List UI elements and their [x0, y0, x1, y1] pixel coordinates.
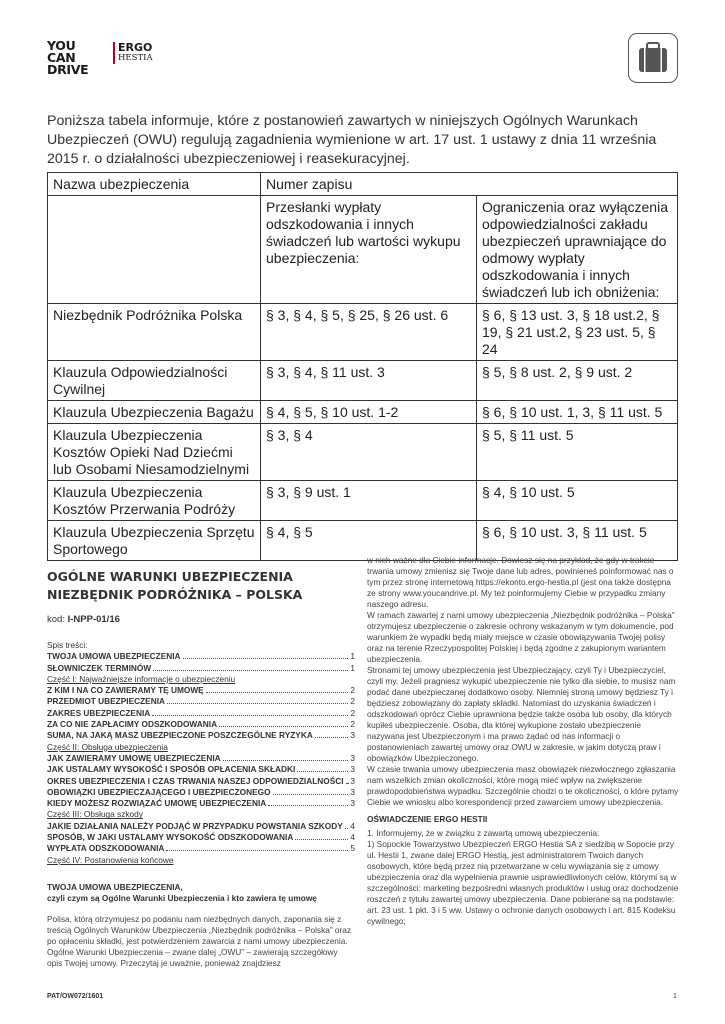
toc-entry-label: TWOJA UMOWA UBEZPIECZENIA — [47, 651, 181, 662]
toc-entry — [47, 764, 355, 775]
row-exclusions: § 5, § 11 ust. 5 — [477, 424, 678, 481]
code-label: kod: — [47, 614, 68, 625]
row-exclusions: § 6, § 10 ust. 3, § 11 ust. 5 — [477, 521, 678, 561]
toc-entry-page: 1 — [350, 651, 355, 662]
row-conditions: § 3, § 4, § 5, § 25, § 26 ust. 6 — [261, 304, 477, 361]
toc-entry-page: 5 — [350, 843, 355, 854]
toc-entry-page: 3 — [350, 752, 355, 763]
row-exclusions: § 6, § 10 ust. 1, 3, § 11 ust. 5 — [477, 401, 678, 424]
paragraph: Stronami tej umowy ubezpieczenia jest Ubezpieczający, czyli Ty i Ubezpieczyciel, czyli my. Jeżeli pragniesz wykupić ubezpieczenie nie tylko dla siebie, to musisz nam podać dane ubezpieczanej dodatkowo osoby. Niemniej stroną umowy będziesz Ty i będziesz zobowiązany do zapłaty składki. Natomiast do uzyskania świadczeń i odszkodowań oprócz Ciebie uprawniona będzie także osoba lub osoby, dla których kupiłeś ubezpieczenie. Osoba, dla której wykupione zostało ubezpieczenie nazywana jest Ubezpieczonym i ma prawo żądać od nas informacji o postanowieniach zawartej umowy oraz OWU w zakresie, w jakim dotyczą praw i obowiązków Ubezpieczonego. — [367, 665, 676, 763]
toc-chapter: Część II: Obsługa ubezpieczenia — [47, 741, 168, 752]
toc-entry — [47, 787, 355, 798]
toc-chapter: Część IV: Postanowienia końcowe — [47, 854, 174, 865]
toc-leader-dots — [223, 753, 349, 761]
toc-entry — [47, 719, 355, 730]
toc-leader-dots — [297, 764, 348, 772]
footer-code: PAT/OW072/1601 — [47, 993, 104, 1000]
empty-cell — [48, 196, 261, 304]
toc-leader-dots — [167, 696, 348, 704]
toc-entry — [47, 798, 355, 809]
toc-entry-page: 3 — [350, 764, 355, 775]
paragraph: W ramach zawartej z nami umowy ubezpieczenia „Niezbędnik podróżnika – Polska” otrzymujesz ubezpieczenie o zakresie ochrony wskazanym w tym dokumencie, pod warunkiem że wypadki będą miały miejsce w czasie obowiązywania Twojej polisy oraz na terenie Rzeczypospolitej Polskiej i będą zgodne z zakupionym wariantem ubezpieczenia. — [367, 610, 675, 664]
table-row — [48, 481, 678, 521]
toc-entry-page: 3 — [350, 798, 355, 809]
toc-entry-page: 3 — [350, 730, 355, 741]
toc-list — [47, 651, 355, 866]
luggage-icon — [628, 33, 678, 83]
toc-entry-page: 4 — [350, 832, 355, 843]
toc-entry-label: JAKIE DZIAŁANIA NALEŻY PODJĄĆ W PRZYPADKU POWSTANIA SZKODY — [47, 820, 343, 831]
toc-leader-dots — [268, 798, 348, 806]
document-code — [47, 614, 355, 625]
toc-entry-page: 4 — [350, 820, 355, 831]
toc-entry-label: SŁOWNICZEK TERMINÓW — [47, 662, 152, 673]
row-name: Klauzula Ubezpieczenia Kosztów Opieki Nad Dziećmi lub Osobami Niesamodzielnymi — [48, 424, 261, 481]
row-conditions: § 4, § 5 — [261, 521, 477, 561]
logo-drive: DRIVE — [47, 62, 89, 77]
section-title: TWOJA UMOWA UBEZPIECZENIA, — [47, 881, 183, 892]
toc-entry — [47, 832, 355, 843]
logo-can: CAN — [47, 50, 76, 65]
logo-hestia: HESTIA — [118, 53, 153, 63]
toc-leader-dots — [295, 832, 348, 840]
paragraph: Polisa, którą otrzymujesz po podaniu nam niezbędnych danych, zaponania się z treścią Ogólnych Warunków Ubezpieczenia „Niezbędnik podróżnika – Polska” oraz po opłaceniu składki, jest potwierdzeniem zawarcia z nami umowy ubezpieczenia. — [47, 913, 352, 946]
toc-entry — [47, 821, 355, 832]
toc-entry-label: WYPŁATA ODSZKODOWANIA — [47, 843, 165, 854]
owu-reference-table — [47, 172, 678, 561]
toc-entry-label: SUMA, NA JAKĄ MASZ UBEZPIECZONE POSZCZEGÓLNE RYZYKA — [47, 730, 313, 741]
row-conditions: § 3, § 9 ust. 1 — [261, 481, 477, 521]
paragraph: Ogólne Warunki Ubezpieczenia – zwane dalej „OWU” – zawierają szczegółowy opis Twojej umowy. Przeczytaj je uważnie, ponieważ znajdziesz — [47, 946, 338, 968]
toc-entry-label: KIEDY MOŻESZ ROZWIĄZAĆ UMOWĘ UBEZPIECZENIA — [47, 798, 267, 809]
toc-entry-label: OKRES UBEZPIECZENIA I CZAS TRWANIA NASZEJ ODPOWIEDZIALNOŚCI — [47, 775, 344, 786]
toc-entry-page: 3 — [350, 775, 355, 786]
paragraph: 1. Informujemy, że w związku z zawartą umową ubezpieczenia: — [367, 828, 600, 838]
toc-chapter: Część III: Obsługa szkody — [47, 809, 143, 820]
row-conditions: § 3, § 4, § 11 ust. 3 — [261, 361, 477, 401]
toc-entry-page: 2 — [350, 696, 355, 707]
toc-leader-dots — [166, 843, 348, 851]
toc-entry — [47, 685, 355, 696]
toc-title: Spis treści: — [47, 640, 88, 650]
toc-leader-dots — [152, 708, 348, 716]
paragraph: W czasie trwania umowy ubezpieczenia masz obowiązek niezwłocznego zgłaszania nam wszelkich zmian okoliczności, które mogą mieć wpływ na zwiększenie prawdopodobieństwa wypadku. Szczególnie chodzi o te okoliczności, o które pytamy Ciebie we wniosku albo korespondencji przed zawarciem umowy ubezpieczenia. — [367, 764, 679, 807]
toc-leader-dots — [153, 663, 348, 671]
toc-entry-page: 3 — [350, 786, 355, 797]
toc-leader-dots — [346, 776, 349, 784]
logo-ergo: ERGO — [118, 41, 153, 54]
paragraph: 1) Sopockie Towarzystwo Ubezpieczeń ERGO Hestia SA z siedzibą w Sopocie przy ul. Hestii 1, zwane dalej ERGO Hestią, jest administratorem Twoich danych osobowych, które będą przez nią przetwarzane w celu wywiązania się z umowy ubezpieczenia oraz dla wypełnienia prawnie usprawiedliwionych celów, którymi są w szczególności: marketing bezpośredni własnych produktów i usług oraz dochodzenie roszczeń z tytułu zawartej umowy ubezpieczenia. Dane pobierane są na podstawie: art. 23 ust. 1 pkt. 3 i 5 ww. Ustawy o ochronie danych osobowych i art. 815 Kodeksu cywilnego; — [367, 839, 679, 926]
toc-entry — [47, 696, 355, 707]
toc-entry — [47, 753, 355, 764]
toc-entry — [47, 651, 355, 662]
code-value: I-NPP-01/16 — [67, 614, 120, 625]
toc-leader-dots — [273, 787, 349, 795]
table-row — [48, 401, 678, 424]
toc-entry — [47, 708, 355, 719]
toc-leader-dots — [183, 651, 349, 659]
row-exclusions: § 4, § 10 ust. 5 — [477, 481, 678, 521]
toc-leader-dots — [315, 730, 349, 738]
row-name: Klauzula Ubezpieczenia Sprzętu Sportowego — [48, 521, 261, 561]
toc-entry-label: ZA CO NIE ZAPŁACIMY ODSZKODOWANIA — [47, 719, 218, 730]
toc-entry-label: OBOWIĄZKI UBEZPIECZAJĄCEGO I UBEZPIECZONEGO — [47, 786, 271, 797]
toc-entry-page: 2 — [350, 685, 355, 696]
toc-leader-dots — [219, 719, 348, 727]
toc-entry — [47, 663, 355, 674]
table-row — [48, 304, 678, 361]
toc-leader-dots — [345, 821, 349, 829]
subheader-payout-conditions: Przesłanki wypłaty odszkodowania i innych świadczeń lub wartości wykupu ubezpieczenia: — [261, 196, 477, 304]
toc-entry-label: SPOSÓB, W JAKI USTALAMY WYSOKOŚĆ ODSZKODOWANIA — [47, 832, 294, 843]
row-name: Klauzula Odpowiedzialności Cywilnej — [48, 361, 261, 401]
toc-entry-label: ZAKRES UBEZPIECZENIA — [47, 707, 151, 718]
statement-heading: OŚWIADCZENIE ERGO HESTII — [367, 814, 488, 824]
header-insurance-name: Nazwa ubezpieczenia — [48, 173, 261, 196]
header-record-number: Numer zapisu — [261, 173, 678, 196]
section-your-contract — [47, 882, 355, 969]
toc-entry-label: Z KIM I NA CO ZAWIERAMY TĘ UMOWĘ — [47, 685, 204, 696]
toc-entry-page: 2 — [350, 707, 355, 718]
row-name: Niezbędnik Podróżnika Polska — [48, 304, 261, 361]
intro-paragraph: Poniższa tabela informuje, które z postanowień zawartych w niniejszych Ogólnych Warunkach Ubezpieczeń (OWU) regulują zagadnienia wymienione w art. 17 ust. 1 ustawy z dnia 11 września 2015 r. o działalności ubezpieczeniowej i reasekuracyjnej. — [47, 113, 657, 167]
row-conditions: § 3, § 4 — [261, 424, 477, 481]
page-number: 1 — [673, 993, 677, 1000]
table-of-contents — [47, 640, 355, 866]
toc-entry — [47, 730, 355, 741]
toc-chapter: Część I: Najważniejsze informacje o ubezpieczeniu — [47, 673, 236, 684]
row-exclusions: § 5, § 8 ust. 2, § 9 ust. 2 — [477, 361, 678, 401]
row-conditions: § 4, § 5, § 10 ust. 1-2 — [261, 401, 477, 424]
left-column — [47, 568, 355, 969]
toc-entry-label: JAK ZAWIERAMY UMOWĘ UBEZPIECZENIA — [47, 752, 221, 763]
toc-entry-page: 2 — [350, 719, 355, 730]
toc-entry — [47, 843, 355, 854]
toc-entry-label: JAK USTALAMY WYSOKOŚĆ I SPOSÓB OPŁACENIA SKŁADKI — [47, 764, 296, 775]
you-can-drive-logo — [47, 38, 153, 77]
table-row — [48, 424, 678, 481]
section-subtitle: czyli czym są Ogólne Warunki Ubezpieczenia i kto zawiera tę umowę — [47, 893, 317, 904]
row-exclusions: § 6, § 13 ust. 3, § 18 ust.2, § 19, § 21 ust.2, § 23 ust. 5, § 24 — [477, 304, 678, 361]
table-row — [48, 361, 678, 401]
toc-entry-label: PRZEDMIOT UBEZPIECZENIA — [47, 696, 166, 707]
subheader-exclusions: Ograniczenia oraz wyłączenia odpowiedzialności zakładu ubezpieczeń uprawniające do odmowy wypłaty odszkodowania i innych świadczeń lub ich obniżenia: — [477, 196, 678, 304]
owu-title-line2: NIEZBĘDNIK PODRÓŻNIKA – POLSKA — [47, 587, 303, 602]
logo-divider — [113, 42, 115, 64]
owu-title-line1: OGÓLNE WARUNKI UBEZPIECZENIA — [47, 569, 293, 584]
right-column — [367, 555, 679, 927]
toc-leader-dots — [206, 685, 349, 693]
paragraph: w nich ważne dla Ciebie informacje. Dowiesz się na przykład, że gdy w trakcie trwania umowy zmienisz się Twoje dane lub adres, powinieneś poinformować nas o tym przez stronę internetową https://ekonto.ergo-hestia.pl (jest ona także dostępna ze strony www.youcandrive.pl. My też poinformujemy Ciebie w przypadku zmiany naszego adresu. — [367, 555, 674, 609]
toc-entry-page: 1 — [350, 662, 355, 673]
row-name: Klauzula Ubezpieczenia Kosztów Przerwania Podróży — [48, 481, 261, 521]
row-name: Klauzula Ubezpieczenia Bagażu — [48, 401, 261, 424]
toc-entry — [47, 776, 355, 787]
logo-you: YOU — [47, 38, 76, 53]
